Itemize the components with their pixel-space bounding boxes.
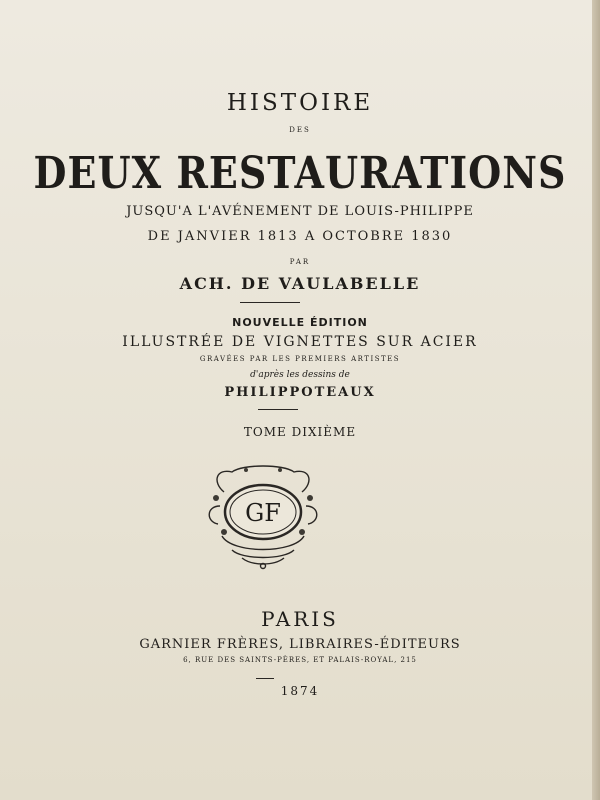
edition-label: NOUVELLE ÉDITION bbox=[232, 316, 368, 329]
volume-label: TOME DIXIÈME bbox=[243, 425, 357, 439]
divider-rule bbox=[240, 302, 300, 303]
subtitle-line-1: JUSQU'A L'AVÉNEMENT DE LOUIS-PHILIPPE bbox=[126, 204, 474, 219]
divider-rule bbox=[256, 678, 274, 679]
engraver-note: GRAVÉES PAR LES PREMIERS ARTISTES bbox=[199, 355, 401, 363]
illustrator-name: PHILIPPOTEAUX bbox=[224, 385, 376, 400]
imprint-city: PARIS bbox=[261, 607, 339, 631]
imprint-publisher: GARNIER FRÈRES, LIBRAIRES-ÉDITEURS bbox=[139, 637, 461, 652]
author-name: ACH. DE VAULABELLE bbox=[179, 274, 421, 293]
heading-histoire: HISTOIRE bbox=[226, 90, 374, 116]
after-drawings-note: d'après les dessins de bbox=[250, 370, 350, 380]
imprint-address: 6, RUE DES SAINTS-PÈRES, ET PALAIS-ROYAL, 215 bbox=[183, 656, 417, 664]
imprint-year: 1874 bbox=[280, 684, 320, 698]
illustration-note: ILLUSTRÉE DE VIGNETTES SUR ACIER bbox=[122, 334, 478, 350]
publisher-emblem-icon bbox=[202, 462, 324, 570]
divider-rule bbox=[258, 409, 298, 410]
heading-des: DES bbox=[289, 126, 311, 134]
by-label: PAR bbox=[289, 258, 311, 266]
emblem-monogram: GF bbox=[245, 499, 281, 527]
main-title: DEUX RESTAURATIONS bbox=[33, 146, 567, 199]
subtitle-line-2: DE JANVIER 1813 A OCTOBRE 1830 bbox=[147, 229, 453, 244]
page-edge bbox=[592, 0, 600, 800]
